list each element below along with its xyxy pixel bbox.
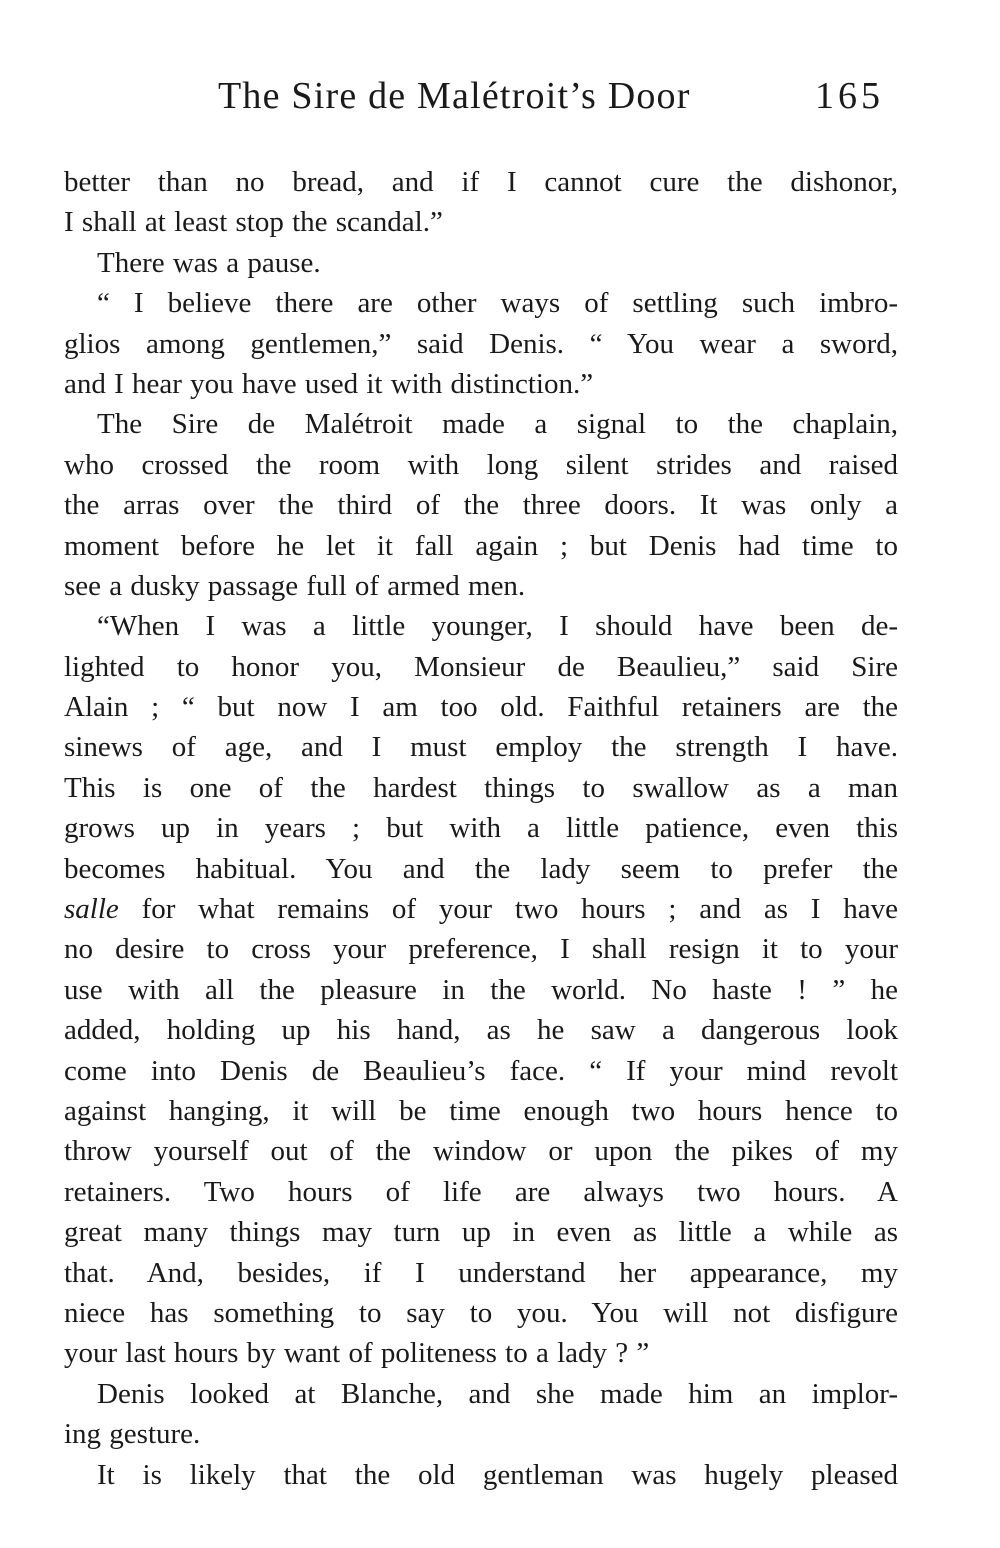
text-line: added, holding up his hand, as he saw a dangerous look [64, 1014, 898, 1047]
page-number: 165 [815, 75, 884, 117]
text-line: ing gesture. [64, 1418, 201, 1451]
text-line: use with all the pleasure in the world. No haste ! ” he [64, 973, 898, 1006]
text-line: better than no bread, and if I cannot cure the dishonor, [64, 166, 898, 198]
text-line: the arras over the third of the three doors. It was only a [64, 489, 898, 522]
text-line: The Sire de Malétroit made a signal to the chaplain, [97, 408, 898, 441]
text-line: “When I was a little younger, I should have been de- [97, 610, 898, 643]
body-text [64, 162, 898, 1495]
text-line: Denis looked at Blanche, and she made him an implor- [97, 1377, 898, 1410]
text-line-rest: for what remains of your two hours ; and as I have [141, 893, 899, 926]
text-line: retainers. Two hours of life are always two hours. A [64, 1175, 898, 1208]
text-line: Alain ; “ but now I am too old. Faithful retainers are the [64, 691, 898, 724]
text-line-with-italic [64, 889, 898, 929]
text-line: moment before he let it fall again ; but Denis had time to [64, 529, 898, 562]
text-line: no desire to cross your preference, I shall resign it to your [64, 933, 898, 966]
text-line: becomes habitual. You and the lady seem to prefer the [64, 852, 898, 885]
text-line: throw yourself out of the window or upon the pikes of my [64, 1135, 898, 1168]
text-line: see a dusky passage full of armed men. [64, 569, 526, 602]
text-line: It is likely that the old gentleman was hugely pleased [97, 1458, 898, 1491]
text-line: glios among gentlemen,” said Denis. “ You wear a sword, [64, 327, 898, 360]
text-line: grows up in years ; but with a little patience, even this [64, 812, 898, 845]
running-head [0, 74, 1000, 134]
text-line: against hanging, it will be time enough two hours hence to [64, 1094, 898, 1127]
text-line: There was a pause. [97, 246, 321, 279]
text-line: great many things may turn up in even as little a while as [64, 1216, 898, 1249]
text-line: your last hours by want of politeness to a lady ? ” [64, 1337, 650, 1370]
text-line: sinews of age, and I must employ the strength I have. [64, 731, 898, 764]
italic-word: salle [64, 893, 119, 926]
running-title: The Sire de Malétroit’s Door [218, 75, 691, 117]
text-line: come into Denis de Beaulieu’s face. “ If your mind revolt [64, 1054, 898, 1087]
text-line: lighted to honor you, Monsieur de Beaulieu,” said Sire [64, 650, 898, 683]
text-line: This is one of the hardest things to swallow as a man [64, 771, 898, 804]
text-line: “ I believe there are other ways of settling such imbro- [97, 287, 898, 320]
text-line: and I hear you have used it with distinction.” [64, 367, 594, 400]
text-line: that. And, besides, if I understand her appearance, my [64, 1256, 898, 1289]
text-line: niece has something to say to you. You will not disfigure [64, 1296, 898, 1329]
text-line: I shall at least stop the scandal.” [64, 206, 443, 239]
text-line: who crossed the room with long silent strides and raised [64, 448, 898, 481]
